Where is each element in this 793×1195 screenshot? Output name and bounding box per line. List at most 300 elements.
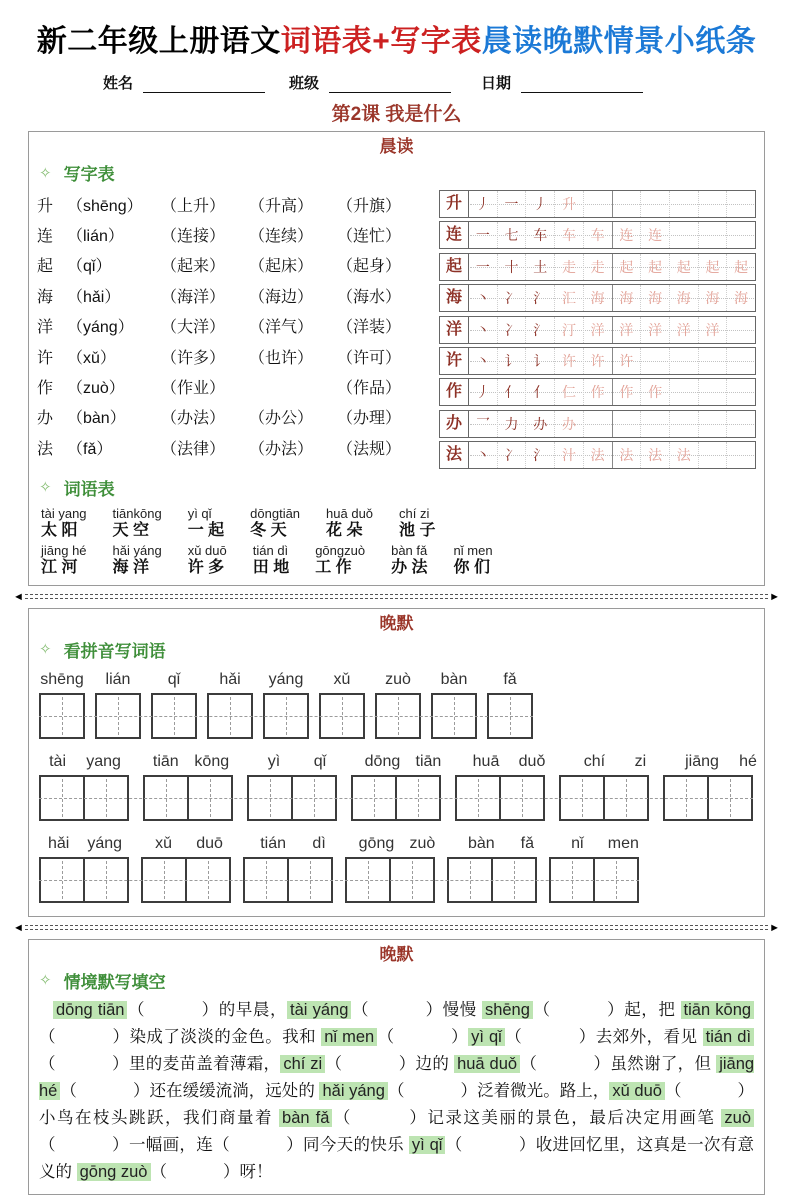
write-table-title: 写字表 [63, 165, 115, 184]
stroke-cell [640, 348, 669, 374]
stroke-cell [612, 191, 641, 217]
pinyin-syllable-label [463, 753, 555, 771]
character: 海 [37, 288, 54, 306]
fill-blank: （ ） [445, 1135, 536, 1154]
pinyin-write-header [39, 637, 756, 662]
stroke-cell: 丿 [475, 196, 490, 212]
pinyin-syllable: hǎi [219, 670, 241, 688]
word-item [41, 506, 87, 540]
pinyin-labels-row [39, 671, 756, 689]
stroke-cell [698, 191, 727, 217]
pinyin-square-row [37, 671, 756, 744]
writing-square-pair [39, 775, 129, 821]
diamond-bullet-icon: ✧ [39, 972, 52, 990]
name-label: 姓名 [103, 75, 134, 92]
stroke-cell: 一 [475, 258, 490, 275]
pinyin-syllable-label [207, 671, 253, 689]
writing-square [375, 693, 421, 739]
stroke-cell: 土 [525, 254, 554, 280]
character-pinyin: （bàn） [67, 410, 126, 428]
stroke-cell: 讠 [525, 348, 554, 374]
writing-square [499, 775, 545, 821]
word-cell: （也许） [249, 349, 314, 367]
pinyin-syllable-label [319, 671, 365, 689]
pinyin-syllable: hé [739, 752, 757, 770]
cut-left-arrow-icon: ◄ [13, 921, 24, 934]
write-table-row [37, 189, 439, 219]
pinyin-syllable: dōng [364, 752, 401, 770]
word-hanzi: 工 作 [315, 558, 352, 576]
stroke-practice-grid [439, 189, 756, 473]
pinyin-syllable: duǒ [518, 752, 546, 770]
write-table-row [37, 250, 439, 280]
pinyin-square-row [37, 835, 756, 908]
writing-square [187, 775, 233, 821]
pinyin-syllable: jiāng [685, 752, 719, 770]
pinyin-highlight: shēng [482, 1001, 533, 1019]
pinyin-highlight: bàn fǎ [279, 1109, 332, 1127]
pinyin-labels-row [39, 753, 756, 771]
pinyin-syllable-label [675, 753, 767, 771]
writing-square [487, 693, 533, 739]
word-item [326, 506, 373, 540]
name-blank-line [143, 76, 265, 93]
stroke-strip [469, 379, 755, 405]
stroke-cell: 丶 [475, 321, 490, 338]
fill-blank: （ ） [387, 1081, 478, 1100]
pinyin-highlight: yì qǐ [468, 1028, 505, 1046]
pinyin-syllable: hǎi [47, 834, 70, 852]
stroke-cell [640, 191, 669, 217]
writing-square-pair [663, 775, 753, 821]
word-pinyin: yì qǐ [187, 505, 212, 521]
fill-blank: （ ） [39, 1135, 129, 1154]
word-pinyin: huā duǒ [326, 505, 374, 521]
writing-square [247, 775, 293, 821]
character-pinyin: （lián） [67, 228, 124, 246]
write-table [37, 189, 439, 473]
pinyin-syllable: xǔ [333, 670, 351, 688]
date-blank-line [521, 76, 643, 93]
pinyin-syllable-label [251, 753, 343, 771]
word-cell: （办法） [249, 440, 314, 458]
writing-square [83, 775, 129, 821]
writing-square [151, 693, 197, 739]
word-item [399, 506, 435, 540]
word-cell: （办公） [249, 410, 314, 428]
stroke-cell: 海 [726, 285, 755, 311]
stroke-cell [669, 379, 698, 405]
practice-grid-row [439, 284, 756, 312]
lesson-title: 第2课 我是什么 [331, 104, 462, 125]
pinyin-syllable: bàn [440, 670, 468, 688]
text-run: 呀！ [239, 1162, 273, 1181]
pinyin-syllable-label [455, 835, 547, 853]
writing-square [663, 775, 709, 821]
word-cell: （大洋） [161, 319, 226, 337]
cut-left-arrow-icon: ◄ [13, 590, 24, 603]
writing-square [143, 775, 189, 821]
stroke-cell: 冫 [497, 442, 526, 468]
fill-blank: （ ） [377, 1027, 469, 1046]
stroke-cell: 起 [640, 254, 669, 280]
evening-fill-box [28, 939, 765, 1195]
stroke-cell: 力 [497, 411, 526, 437]
stroke-cell [669, 411, 698, 437]
practice-lead-character: 洋 [440, 317, 469, 343]
character-pinyin: （qǐ） [67, 258, 112, 276]
writing-square-pair [455, 775, 545, 821]
pinyin-square-row [37, 753, 756, 826]
stroke-cell: 车 [554, 222, 583, 248]
text-run: 一幅画，连 [128, 1135, 214, 1154]
stroke-strip [469, 442, 755, 468]
stroke-cell: 丶 [475, 290, 490, 307]
stroke-cell: 氵 [525, 442, 554, 468]
text-run: 的早晨， [218, 1000, 288, 1019]
fill-header [39, 968, 756, 993]
pinyin-highlight: dōng tiān [53, 1001, 127, 1019]
writing-square [291, 775, 337, 821]
meta-row [0, 72, 793, 93]
word-pinyin: bàn fǎ [391, 542, 428, 558]
title-part-red: 词语表+写字表 [280, 25, 482, 58]
word-item [113, 506, 162, 540]
stroke-cell: 丿 [525, 191, 554, 217]
class-label: 班级 [289, 75, 320, 92]
pinyin-highlight: tài yáng [287, 1001, 351, 1019]
text-run: 泛着微光。路上， [477, 1081, 610, 1100]
fill-blank: （ ） [39, 1054, 129, 1073]
writing-square-pair [549, 857, 639, 903]
word-item [250, 506, 300, 540]
text-run: 起，把 [624, 1000, 681, 1019]
practice-lead-character: 许 [440, 348, 469, 374]
text-run: 边的 [415, 1054, 455, 1073]
character: 升 [37, 197, 54, 215]
practice-grid-row [439, 347, 756, 375]
word-pinyin: tiānkōng [112, 505, 162, 521]
writing-square [319, 693, 365, 739]
writing-square [389, 857, 435, 903]
stroke-cell: 法 [640, 442, 669, 468]
text-run: 去郊外，看见 [595, 1027, 703, 1046]
writing-square [447, 857, 493, 903]
word-cell: （办理） [337, 410, 402, 428]
stroke-cell: 汇 [554, 285, 583, 311]
pinyin-syllable: xǔ [155, 834, 172, 852]
fill-blank: （ ） [532, 1000, 625, 1019]
character: 连 [37, 228, 54, 246]
pinyin-syllable-label [559, 835, 651, 853]
stroke-cell: 丶 [475, 352, 490, 369]
write-table-row [37, 341, 439, 371]
pinyin-highlight: tián dì [703, 1028, 754, 1046]
writing-square-pair [39, 857, 129, 903]
practice-grid-row [439, 221, 756, 249]
pinyin-syllable-label [351, 835, 443, 853]
practice-lead-character: 升 [440, 191, 469, 217]
pinyin-syllable: dì [312, 834, 326, 852]
pinyin-syllable: tián [260, 834, 286, 852]
stroke-cell: 洋 [669, 317, 698, 343]
word-cell: （海边） [249, 288, 314, 306]
word-hanzi: 海 洋 [112, 558, 149, 576]
fill-paragraph [37, 997, 756, 1186]
stroke-cell [726, 379, 755, 405]
word-cell: （洋气） [249, 319, 314, 337]
pinyin-syllable: fǎ [520, 834, 534, 852]
stroke-cell: 升 [554, 191, 583, 217]
stroke-cell [698, 442, 727, 468]
writing-square-pair [247, 775, 337, 821]
stroke-cell: 讠 [497, 348, 526, 374]
word-cell: （起床） [249, 258, 314, 276]
practice-lead-character: 作 [440, 379, 469, 405]
word-pinyin: dōngtiān [250, 505, 301, 521]
pinyin-syllable: duō [196, 834, 223, 852]
character: 法 [37, 440, 54, 458]
pinyin-syllable: yáng [87, 834, 123, 852]
pinyin-syllable: yì [267, 752, 281, 770]
pinyin-syllable-label [375, 671, 421, 689]
pinyin-highlight: chí zi [280, 1055, 325, 1073]
pinyin-syllable-label [145, 753, 237, 771]
stroke-cell: 海 [640, 285, 669, 311]
stroke-cell: 洋 [612, 317, 641, 343]
pinyin-highlight: jiāng hé [39, 1054, 755, 1100]
stroke-cell: 亻 [525, 379, 554, 405]
pinyin-syllable-label [357, 753, 449, 771]
writing-square [243, 857, 289, 903]
character-pinyin: （hǎi） [67, 288, 121, 306]
text-run: 记录这美丽的景色，最后决定用画笔 [427, 1108, 722, 1127]
practice-grid-row [439, 378, 756, 406]
stroke-cell: 许 [554, 348, 583, 374]
morning-reading-box [28, 131, 765, 586]
word-hanzi: 天 空 [112, 521, 149, 539]
word-hanzi: 一 起 [187, 521, 225, 539]
pinyin-highlight: nǐ men [321, 1028, 377, 1046]
writing-square-pair [345, 857, 435, 903]
pinyin-syllable-label [247, 835, 339, 853]
character-pinyin: （zuò） [67, 380, 125, 398]
date-label: 日期 [481, 75, 512, 92]
word-cell: （作品） [337, 380, 402, 398]
text-run: 还在缓缓流淌，远处的 [149, 1081, 320, 1100]
stroke-strip [469, 222, 755, 248]
stroke-cell: 丶 [475, 447, 490, 464]
stroke-cell: 起 [612, 254, 641, 280]
pinyin-syllable: chí [583, 752, 606, 770]
stroke-cell: 法 [669, 442, 698, 468]
word-cell: （连接） [161, 228, 226, 246]
writing-square [491, 857, 537, 903]
word-pinyin: chí zi [399, 505, 430, 521]
pinyin-highlight: zuò [721, 1109, 754, 1127]
stroke-cell: 走 [583, 254, 612, 280]
word-item [391, 543, 427, 577]
pinyin-labels-row [39, 835, 756, 853]
pinyin-syllable-label [39, 835, 131, 853]
stroke-cell [726, 411, 755, 437]
pinyin-syllable: zuò [409, 834, 436, 852]
stroke-cell: 许 [612, 348, 641, 374]
stroke-strip [469, 254, 755, 280]
writing-square [707, 775, 753, 821]
word-hanzi: 冬 天 [250, 521, 287, 539]
pinyin-syllable: yáng [268, 670, 304, 688]
practice-grid-row [439, 253, 756, 281]
pinyin-highlight: xǔ duō [609, 1082, 665, 1100]
word-table [37, 506, 756, 577]
fill-blank: （ ） [520, 1054, 611, 1073]
pinyin-syllable: men [607, 834, 639, 852]
writing-square-pair [141, 857, 231, 903]
pinyin-syllable: fǎ [503, 670, 517, 688]
stroke-cell: 起 [698, 254, 727, 280]
word-cell: （起来） [161, 258, 226, 276]
word-hanzi: 田 地 [252, 558, 290, 576]
diamond-bullet-icon: ✧ [39, 164, 52, 182]
writing-square [351, 775, 397, 821]
word-hanzi: 你 们 [453, 558, 490, 576]
word-item [454, 543, 493, 577]
word-item [253, 543, 289, 577]
practice-grid-row [439, 190, 756, 218]
stroke-cell: 氵 [525, 285, 554, 311]
morning-body [37, 189, 756, 473]
writing-square [549, 857, 595, 903]
word-table-row [37, 506, 756, 540]
cut-right-arrow-icon: ► [769, 921, 780, 934]
word-table-header [39, 475, 756, 500]
practice-grid-row [439, 316, 756, 344]
stroke-cell: 办 [525, 411, 554, 437]
stroke-cell [583, 411, 612, 437]
diamond-bullet-icon: ✧ [39, 479, 52, 497]
stroke-cell [612, 411, 641, 437]
writing-square [455, 775, 501, 821]
pinyin-syllable: shēng [40, 670, 84, 688]
word-cell: （作业） [161, 380, 226, 398]
stroke-cell: 海 [583, 285, 612, 311]
fill-blank: （ ） [150, 1162, 240, 1181]
stroke-cell: 办 [554, 411, 583, 437]
fill-blank: （ ） [664, 1081, 755, 1100]
stroke-cell: 作 [583, 379, 612, 405]
stroke-cell [669, 222, 698, 248]
pinyin-syllable-label [151, 671, 197, 689]
write-table-row [37, 311, 439, 341]
word-item [41, 543, 87, 577]
word-cell: （连续） [249, 228, 314, 246]
fill-blank: （ ） [504, 1027, 596, 1046]
pinyin-syllable-label [569, 753, 661, 771]
word-cell: （升旗） [337, 197, 402, 215]
stroke-strip [469, 348, 755, 374]
pinyin-syllable: nǐ [571, 834, 584, 852]
stroke-cell [640, 411, 669, 437]
pinyin-syllable: tiān [152, 752, 179, 770]
word-cell: （起身） [337, 258, 402, 276]
pinyin-syllable: qǐ [313, 752, 327, 770]
stroke-cell: 十 [497, 254, 526, 280]
stroke-cell: 一 [497, 191, 526, 217]
character: 洋 [37, 319, 54, 337]
writing-square-pair [243, 857, 333, 903]
writing-square [83, 857, 129, 903]
writing-square-pair [447, 857, 537, 903]
writing-square [395, 775, 441, 821]
pinyin-square-rows [37, 671, 756, 908]
fill-blank: （ ） [39, 1027, 130, 1046]
word-pinyin: hǎi yáng [112, 542, 162, 558]
word-table-row [37, 543, 756, 577]
fill-blank: （ ） [351, 1000, 443, 1019]
character-pinyin: （xǔ） [67, 349, 116, 367]
page-title [0, 0, 793, 60]
writing-square [287, 857, 333, 903]
stroke-cell [698, 222, 727, 248]
text-run: 同今天的快乐 [303, 1135, 409, 1154]
stroke-cell: 亻 [497, 379, 526, 405]
cut-line [13, 591, 780, 603]
text-run: 慢慢 [442, 1000, 482, 1019]
class-blank-line [329, 76, 451, 93]
pinyin-syllable-label [39, 753, 131, 771]
practice-grid-row [439, 410, 756, 438]
pinyin-write-title: 看拼音写词语 [63, 641, 166, 661]
word-cell: （许可） [337, 349, 402, 367]
stroke-cell [726, 191, 755, 217]
stroke-cell: 作 [640, 379, 669, 405]
stroke-cell: 起 [726, 254, 755, 280]
stroke-cell: 七 [497, 222, 526, 248]
text-run: 虽然谢了，但 [610, 1054, 717, 1073]
stroke-cell [669, 348, 698, 374]
pinyin-syllable: zuò [385, 670, 411, 688]
word-hanzi: 池 子 [399, 521, 436, 539]
pinyin-highlight: yì qǐ [409, 1136, 446, 1154]
pinyin-syllable: gōng [358, 834, 395, 852]
writing-square [39, 693, 85, 739]
fill-title: 情境默写填空 [63, 972, 166, 992]
fill-blank: （ ） [60, 1081, 150, 1100]
title-part-blue: 晨读晚默情景小纸条 [481, 25, 757, 58]
writing-square-pair [143, 775, 233, 821]
stroke-cell: 起 [669, 254, 698, 280]
stroke-strip [469, 317, 755, 343]
fill-blank: （ ） [332, 1108, 428, 1127]
word-hanzi: 花 朵 [326, 521, 363, 539]
cut-line [13, 922, 780, 934]
stroke-cell: 洋 [640, 317, 669, 343]
squares-row [39, 775, 753, 821]
practice-lead-character: 连 [440, 222, 469, 248]
write-table-row [37, 402, 439, 432]
character-pinyin: （fǎ） [67, 440, 113, 458]
writing-square [345, 857, 391, 903]
cut-right-arrow-icon: ► [769, 590, 780, 603]
diamond-bullet-icon: ✧ [39, 641, 52, 659]
stroke-cell: 车 [525, 222, 554, 248]
stroke-cell: 法 [612, 442, 641, 468]
stroke-cell: 仁 [554, 379, 583, 405]
write-table-row [37, 371, 439, 401]
text-run: 染成了淡淡的金色。我和 [129, 1027, 322, 1046]
word-cell: （海洋） [161, 288, 226, 306]
